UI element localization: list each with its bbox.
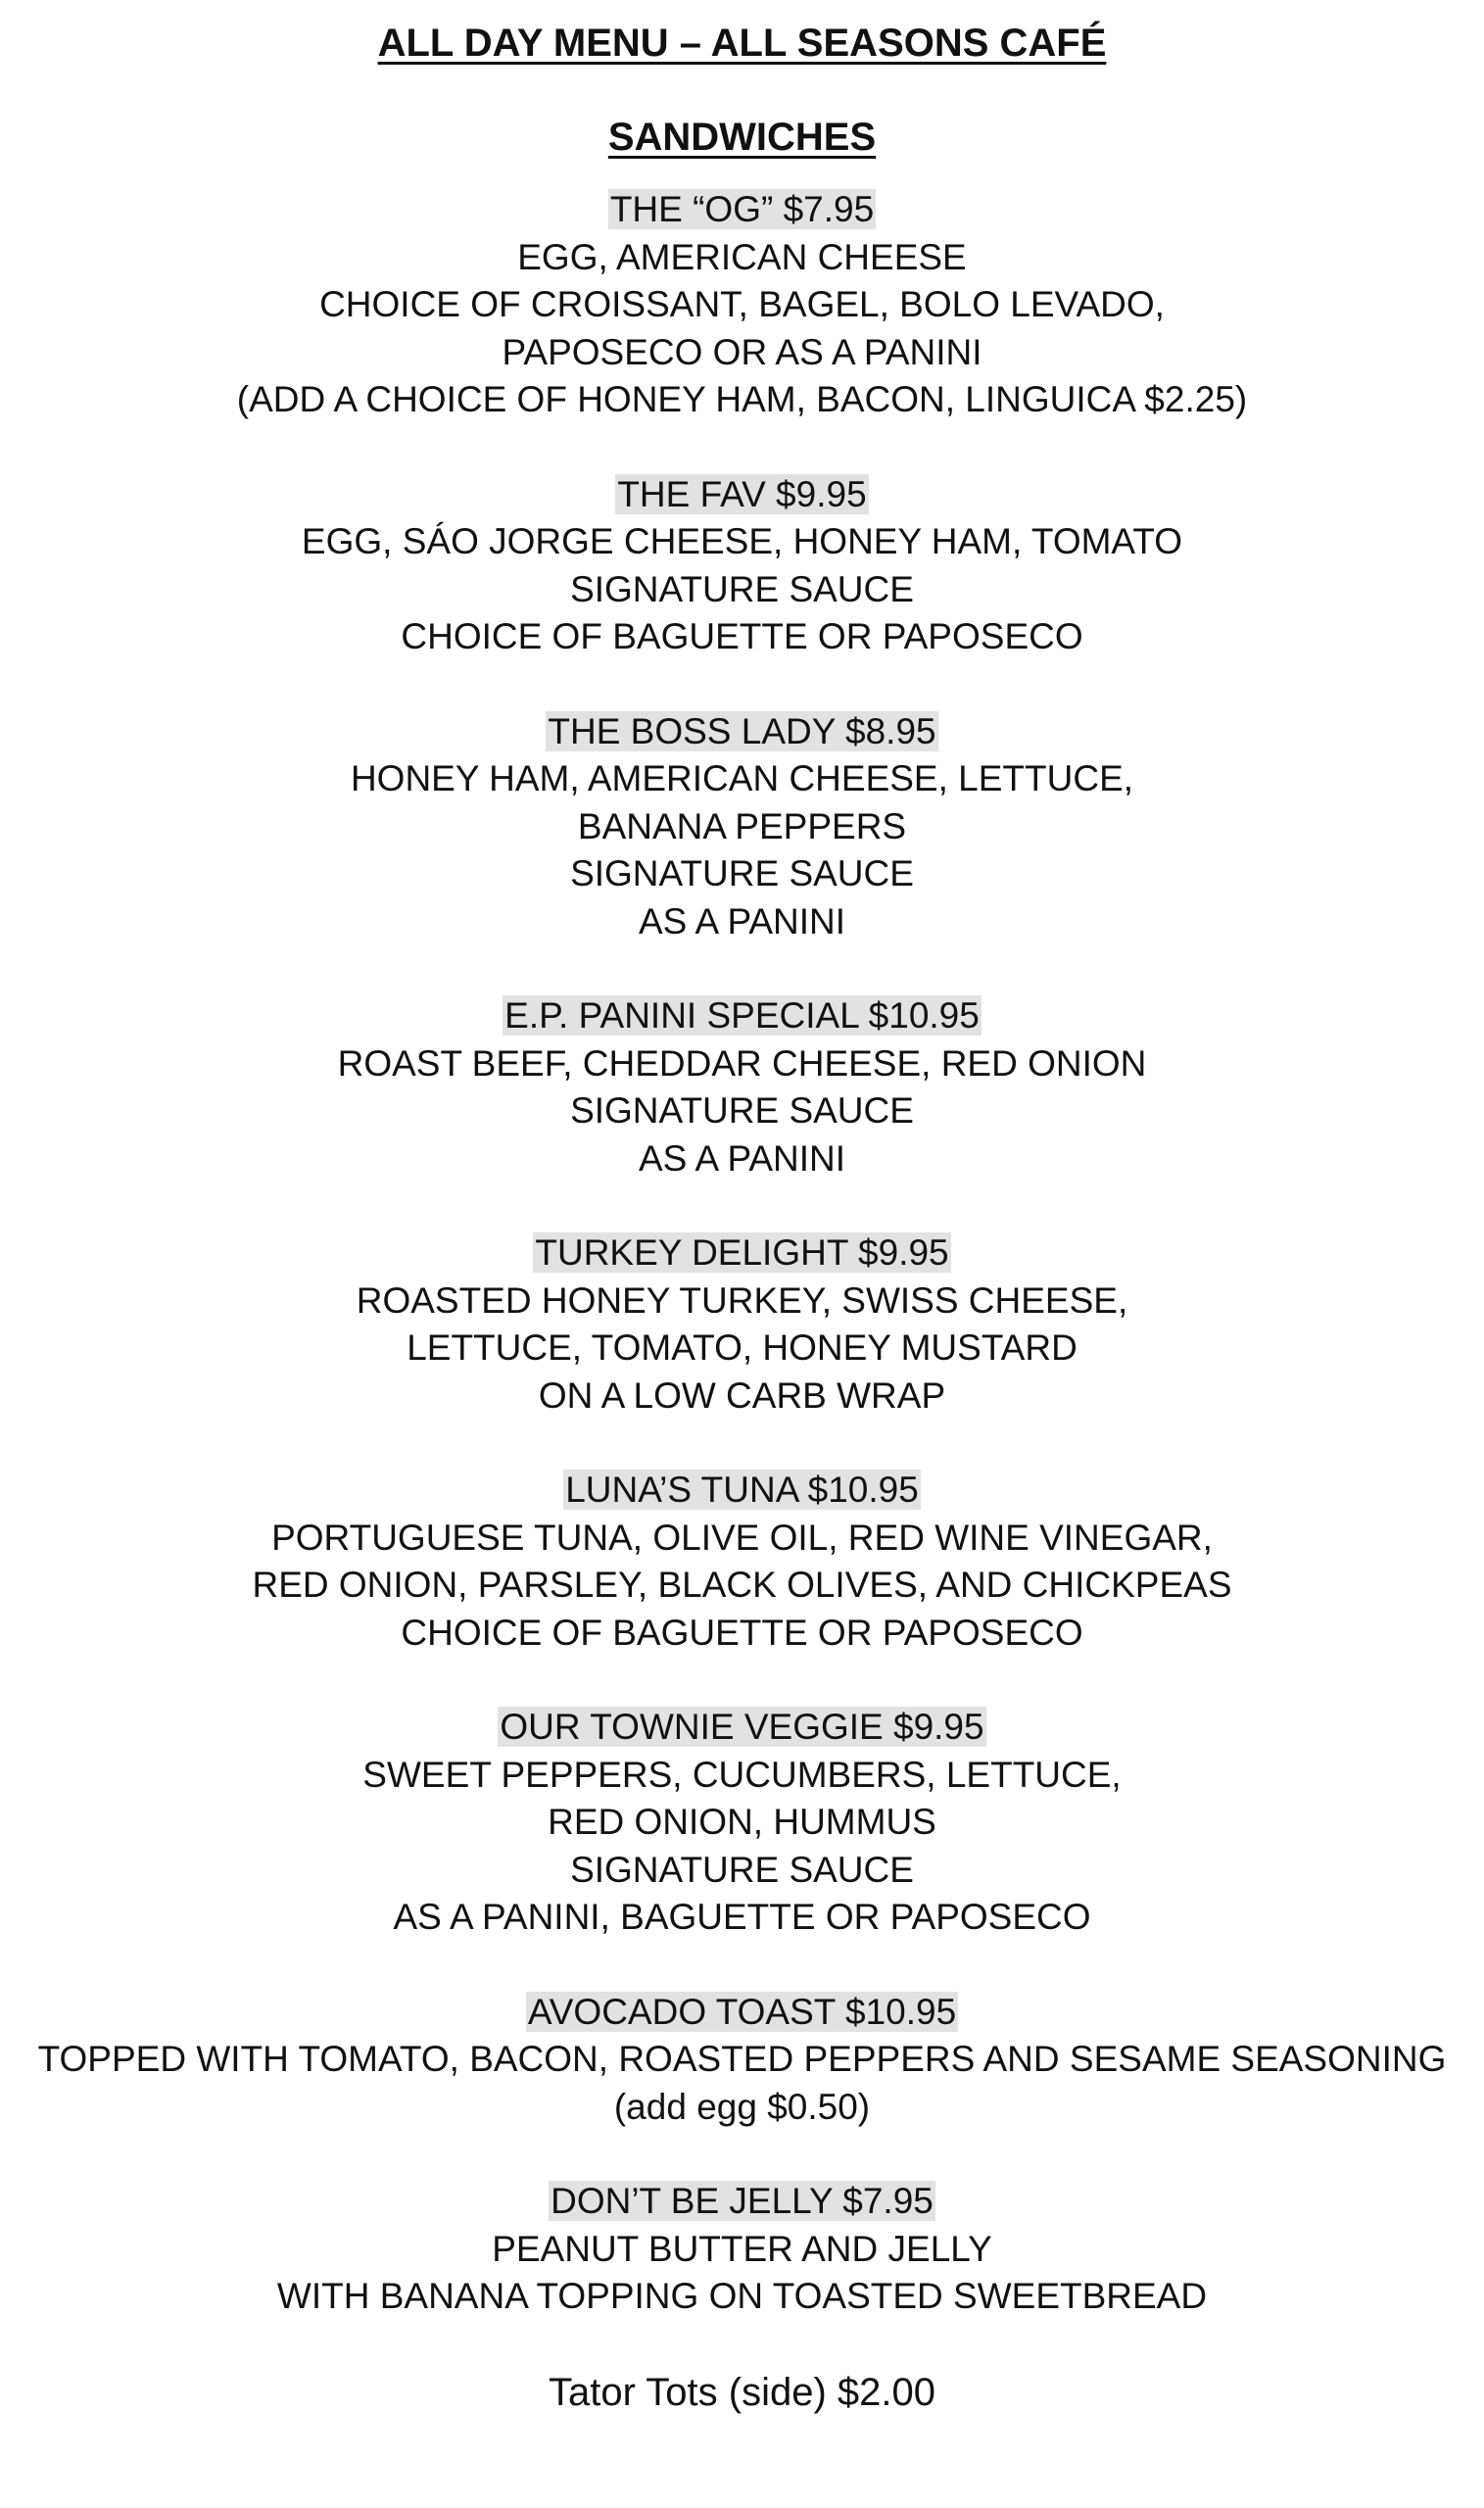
item-description-line: PEANUT BUTTER AND JELLY xyxy=(492,2228,992,2269)
item-description-line: CHOICE OF CROISSANT, BAGEL, BOLO LEVADO, xyxy=(319,284,1165,324)
item-description-line: ON A LOW CARB WRAP xyxy=(538,1375,946,1416)
item-description-line: ROASTED HONEY TURKEY, SWISS CHEESE, xyxy=(356,1279,1128,1321)
item-description-line: SIGNATURE SAUCE xyxy=(570,1849,914,1890)
menu-item-ep-panini xyxy=(0,992,1484,1182)
menu-item-dont-be-jelly xyxy=(0,2178,1484,2321)
item-description-line: RED ONION, PARSLEY, BLACK OLIVES, AND CHICKPEAS xyxy=(252,1565,1232,1605)
menu-item-townie-veggie xyxy=(0,1704,1484,1942)
section-title-sandwiches: SANDWICHES xyxy=(607,116,877,159)
item-name-price: THE FAV $9.95 xyxy=(617,473,867,514)
menu-item-og xyxy=(0,186,1484,424)
sandwich-list xyxy=(0,186,1484,2321)
item-name-price: TURKEY DELIGHT $9.95 xyxy=(535,1232,949,1273)
item-description-line: SIGNATURE SAUCE xyxy=(570,568,914,609)
item-description-line: (add egg $0.50) xyxy=(613,2086,871,2127)
item-name-price: E.P. PANINI SPECIAL $10.95 xyxy=(504,995,980,1036)
item-name-price: THE “OG” $7.95 xyxy=(609,189,875,229)
item-description-line: CHOICE OF BAGUETTE OR PAPOSECO xyxy=(401,1612,1083,1653)
item-description-line: PORTUGUESE TUNA, OLIVE OIL, RED WINE VINEGAR, xyxy=(271,1517,1213,1558)
item-description-line: ROAST BEEF, CHEDDAR CHEESE, RED ONION xyxy=(337,1042,1147,1084)
item-name-price: DON’T BE JELLY $7.95 xyxy=(551,2181,933,2221)
item-description-line: SWEET PEPPERS, CUCUMBERS, LETTUCE, xyxy=(362,1754,1122,1795)
menu-item-boss-lady xyxy=(0,708,1484,946)
item-description-line: AS A PANINI, BAGUETTE OR PAPOSECO xyxy=(393,1897,1091,1937)
item-description-line: EGG, SÁO JORGE CHEESE, HONEY HAM, TOMATO xyxy=(301,521,1183,561)
item-description-line: SIGNATURE SAUCE xyxy=(570,1090,914,1131)
item-description-line: AS A PANINI xyxy=(638,900,846,941)
item-name-price: AVOCADO TOAST $10.95 xyxy=(527,1991,957,2032)
item-name-price: OUR TOWNIE VEGGIE $9.95 xyxy=(500,1707,984,1747)
item-name-price: LUNA’S TUNA $10.95 xyxy=(565,1470,919,1510)
item-description-line: SIGNATURE SAUCE xyxy=(570,853,914,893)
menu-item-avocado-toast xyxy=(0,1989,1484,2132)
item-description-line: RED ONION, HUMMUS xyxy=(548,1802,936,1842)
item-description-line: TOPPED WITH TOMATO, BACON, ROASTED PEPPERS AND SESAME SEASONING xyxy=(37,2039,1447,2079)
item-description-line: WITH BANANA TOPPING ON TOASTED SWEETBREAD xyxy=(276,2276,1208,2316)
item-description-line: HONEY HAM, AMERICAN CHEESE, LETTUCE, xyxy=(350,758,1134,798)
menu-item-fav xyxy=(0,471,1484,661)
item-description-line: BANANA PEPPERS xyxy=(577,805,907,846)
item-name-price: THE BOSS LADY $8.95 xyxy=(548,710,936,751)
item-description-line: (ADD A CHOICE OF HONEY HAM, BACON, LINGUICA $2.25) xyxy=(236,379,1248,419)
menu-item-lunas-tuna xyxy=(0,1467,1484,1657)
item-description-line: CHOICE OF BAGUETTE OR PAPOSECO xyxy=(401,616,1083,656)
menu-item-turkey-delight xyxy=(0,1230,1484,1420)
item-description-line: EGG, AMERICAN CHEESE xyxy=(517,236,967,277)
item-description-line: LETTUCE, TOMATO, HONEY MUSTARD xyxy=(407,1327,1077,1368)
item-description-line: PAPOSECO OR AS A PANINI xyxy=(502,331,982,372)
menu-title: ALL DAY MENU – ALL SEASONS CAFÉ xyxy=(377,22,1107,65)
item-description-line: AS A PANINI xyxy=(638,1137,846,1179)
side-item-tator-tots: Tator Tots (side) $2.00 xyxy=(548,2370,936,2414)
